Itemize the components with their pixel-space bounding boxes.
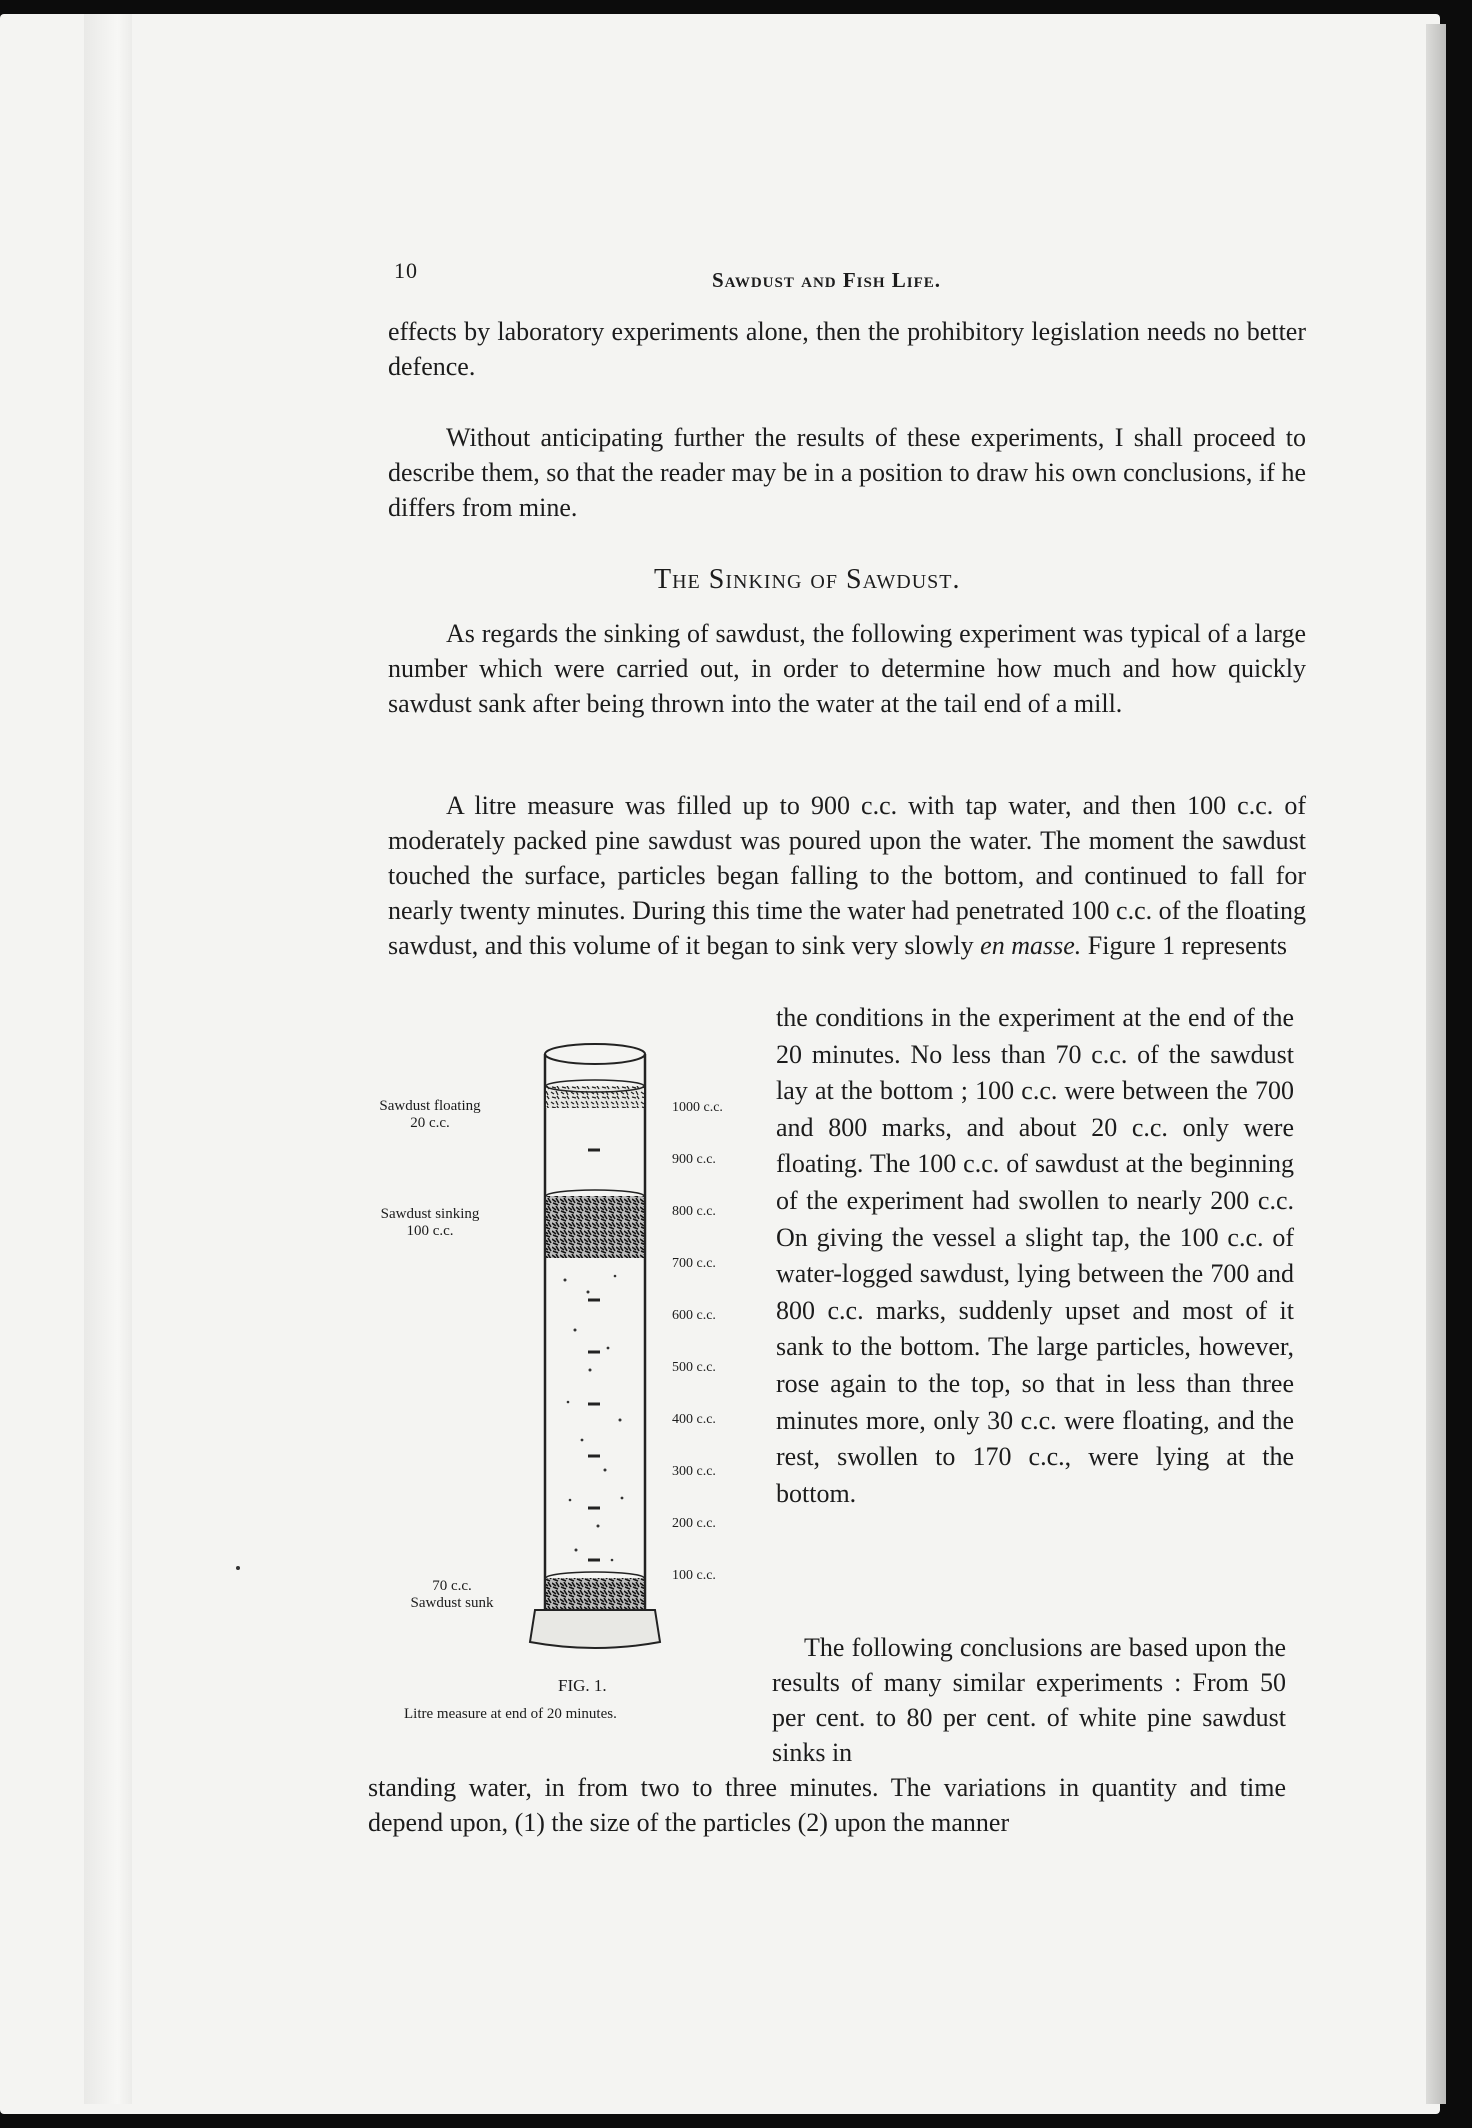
mark-200: 200 c.c. xyxy=(672,1516,716,1531)
figure-litre-measure xyxy=(360,1030,760,1730)
margin-speck xyxy=(236,1566,240,1570)
paragraph-4 xyxy=(388,788,1306,963)
figure-number: FIG. 1. xyxy=(558,1676,607,1695)
sinking-sawdust xyxy=(546,1196,644,1258)
mark-600: 600 c.c. xyxy=(672,1308,716,1323)
running-head: Sawdust and Fish Life. xyxy=(712,268,942,292)
page-number: 10 xyxy=(394,258,418,283)
paragraph-4-italic: en masse. xyxy=(980,931,1082,960)
paragraph-4-lead: A litre measure was filled up to 900 c.c. with tap water, and then 100 c.c. of moderately packed pine sawdust was poured upon the water. The moment the sawdust touched the surface, particles began falling to the bottom, and continued to fall for nearly twenty minutes. During this time the water had penetrated 100 c.c. of the floating sawdust, and this volume of it began to sink very slowly xyxy=(388,791,1306,960)
label-sinking-title: Sawdust sinking xyxy=(380,1206,480,1222)
paragraph-2 xyxy=(388,420,1306,525)
page-gutter xyxy=(84,14,132,2104)
label-sunk-title: Sawdust sunk xyxy=(410,1595,494,1611)
floating-sawdust xyxy=(546,1086,644,1108)
mark-500: 500 c.c. xyxy=(672,1360,716,1375)
mark-700: 700 c.c. xyxy=(672,1256,716,1271)
paragraph-2-text: Without anticipating further the results of these experiments, I shall proceed to describe them, so that the reader may be in a position to draw his own conclusions, if he differs from mine. xyxy=(388,423,1306,522)
label-floating-volume: 20 c.c. xyxy=(410,1115,450,1131)
paragraph-5-side: The following conclusions are based upon the results of many similar experiments : From 50 per cent. to 80 per cent. of white pine sawdust sinks in xyxy=(772,1633,1286,1767)
paragraph-4-text xyxy=(388,788,1306,963)
mark-400: 400 c.c. xyxy=(672,1412,716,1427)
falling-particles xyxy=(564,1275,624,1562)
mark-1000: 1000 c.c. xyxy=(672,1100,723,1115)
page-edge-shadow xyxy=(1426,24,1446,2104)
label-floating-title: Sawdust floating xyxy=(379,1098,481,1114)
paragraph-5-full: standing water, in from two to three minutes. The variations in quantity and time depend upon, (1) the size of the particles (2) upon the manner xyxy=(368,1773,1286,1837)
section-heading: The Sinking of Sawdust. xyxy=(654,564,961,595)
mark-800: 800 c.c. xyxy=(672,1204,716,1219)
paragraph-3 xyxy=(388,616,1306,721)
mark-900: 900 c.c. xyxy=(672,1152,716,1167)
label-floating xyxy=(370,1098,490,1132)
sunk-sawdust xyxy=(546,1578,644,1612)
label-sinking-volume: 100 c.c. xyxy=(406,1223,454,1239)
cylinder-top-rim xyxy=(545,1044,645,1064)
intro-text: effects by laboratory experiments alone, then the prohibitory legislation needs no better defence. xyxy=(388,317,1306,381)
intro-paragraph xyxy=(388,314,1306,384)
paragraph-4-tail: Figure 1 represents xyxy=(1081,931,1288,960)
mark-300: 300 c.c. xyxy=(672,1464,716,1479)
paragraph-4-side: the conditions in the experiment at the end of the 20 minutes. No less than 70 c.c. of the sawdust lay at the bottom ; 100 c.c. were between the 700 and 800 marks, and about 20 c.c. only were floating. The 100 c.c. of sawdust at the beginning of the experiment had swollen to nearly 200 c.c. On giving the vessel a slight tap, the 100 c.c. of water-logged sawdust, lying between the 700 and 800 c.c. marks, suddenly upset and most of it sank to the bottom. The large particles, however, rose again to the top, so that in less than three minutes more, only 30 c.c. were floating, and the rest, swollen to 170 c.c., were lying at the bottom. xyxy=(776,1003,1294,1508)
paragraph-3-text: As regards the sinking of sawdust, the following experiment was typical of a large number which were carried out, in order to determine how much and how quickly sawdust sank after being thrown into the water at the tail end of a mill. xyxy=(388,619,1306,718)
mark-100: 100 c.c. xyxy=(672,1568,716,1583)
cylinder-base xyxy=(530,1610,660,1648)
label-sinking xyxy=(370,1206,490,1240)
label-sunk-volume: 70 c.c. xyxy=(432,1578,472,1594)
label-sunk xyxy=(392,1578,512,1612)
figure-caption: Litre measure at end of 20 minutes. xyxy=(404,1706,617,1722)
